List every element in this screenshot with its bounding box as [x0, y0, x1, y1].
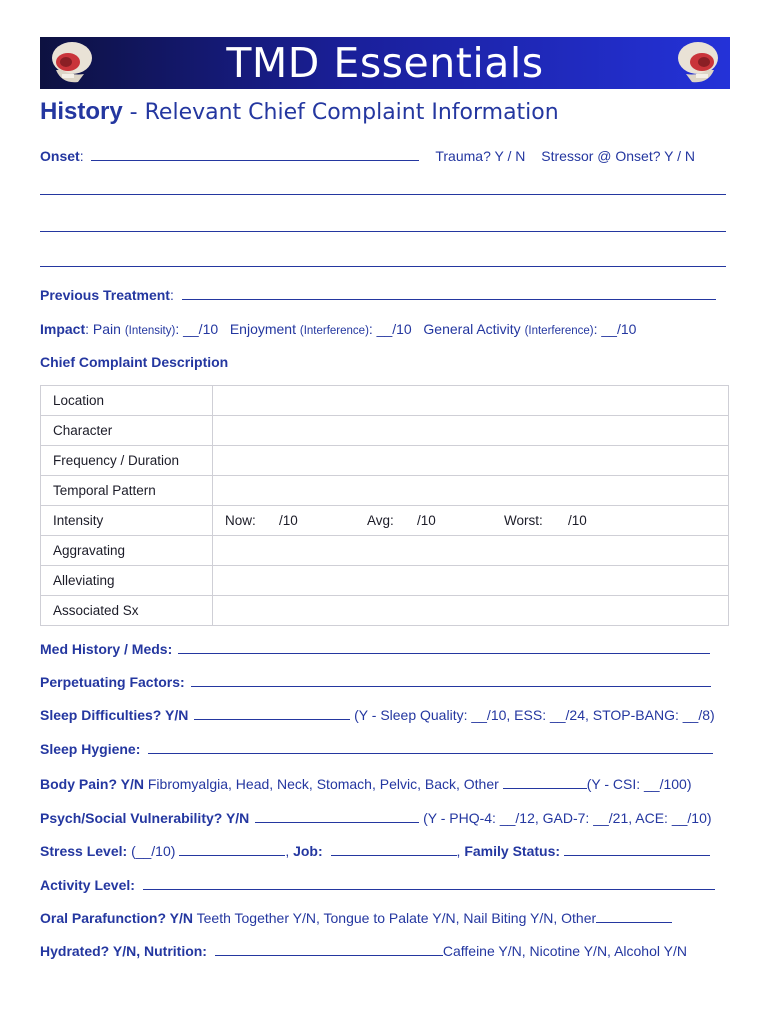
section-heading [40, 98, 559, 126]
oral-parafunction-list: Teeth Together Y/N, Tongue to Palate Y/N, Nail Biting Y/N, Other [196, 910, 597, 926]
row-value[interactable] [213, 416, 729, 446]
onset-extra-line[interactable] [40, 231, 726, 232]
psych-label[interactable]: Psych/Social Vulnerability? Y/N [40, 810, 250, 826]
perpetuating-label: Perpetuating Factors: [40, 674, 185, 690]
skull-jaw-icon [674, 40, 722, 86]
onset-extra-line[interactable] [40, 266, 726, 267]
family-status-label: Family Status: [464, 843, 561, 859]
impact-label: Impact [40, 321, 86, 337]
table-row [41, 386, 729, 416]
row-value[interactable] [213, 536, 729, 566]
general-activity-score[interactable]: : __/10 [593, 321, 637, 337]
row-value[interactable] [213, 446, 729, 476]
stress-field[interactable] [179, 843, 285, 856]
med-history-field[interactable] [178, 641, 710, 654]
oral-other-field[interactable] [596, 910, 672, 923]
pain-note: (Intensity) [124, 325, 176, 337]
previous-treatment-label: Previous Treatment [40, 287, 170, 303]
row-label: Frequency / Duration [41, 446, 213, 476]
sleep-difficulties-row [40, 707, 715, 723]
body-pain-other-field[interactable] [503, 776, 587, 789]
impact-row: Impact: Pain (Intensity): __/10 Enjoyment (Interference): __/10 General Activity (Interference): __/10 [40, 321, 637, 337]
now-value[interactable]: /10 [279, 513, 298, 528]
chief-complaint-table [40, 385, 729, 626]
sleep-difficulties-field[interactable] [194, 707, 350, 720]
sleep-difficulties-label[interactable]: Sleep Difficulties? Y/N [40, 707, 189, 723]
row-value[interactable] [213, 476, 729, 506]
onset-extra-line[interactable] [40, 194, 726, 195]
hydrated-list: Caffeine Y/N, Nicotine Y/N, Alcohol Y/N [442, 943, 687, 959]
previous-treatment-colon: : [169, 287, 174, 303]
row-label: Intensity [41, 506, 213, 536]
perpetuating-row [40, 674, 711, 690]
med-history-label: Med History / Meds: [40, 641, 173, 657]
nutrition-field[interactable] [215, 943, 443, 956]
table-row [41, 536, 729, 566]
row-label: Alleviating [41, 566, 213, 596]
general-activity-label: General Activity [423, 321, 521, 337]
body-pain-note: (Y - CSI: __/100) [586, 776, 692, 792]
row-label: Temporal Pattern [41, 476, 213, 506]
worst-value[interactable]: /10 [568, 513, 587, 528]
psych-row [40, 810, 712, 826]
job-field[interactable] [331, 843, 457, 856]
table-row [41, 566, 729, 596]
table-row [41, 506, 729, 536]
table-row [41, 416, 729, 446]
sleep-hygiene-label: Sleep Hygiene: [40, 741, 141, 757]
previous-treatment-field[interactable] [182, 287, 716, 300]
stress-scale[interactable]: (__/10) [131, 843, 176, 859]
chief-complaint-title: Chief Complaint Description [40, 354, 229, 370]
sleep-hygiene-row [40, 741, 713, 757]
table-row [41, 446, 729, 476]
body-pain-row [40, 776, 691, 792]
trauma-question[interactable]: Trauma? Y / N [435, 148, 526, 164]
body-pain-label[interactable]: Body Pain? Y/N [40, 776, 144, 792]
previous-treatment-row [40, 287, 716, 303]
now-label: Now: [225, 513, 256, 528]
row-label: Location [41, 386, 213, 416]
stressor-question[interactable]: Stressor @ Onset? Y / N [541, 148, 696, 164]
intensity-values[interactable] [213, 506, 729, 536]
oral-parafunction-label[interactable]: Oral Parafunction? Y/N [40, 910, 193, 926]
row-value[interactable] [213, 596, 729, 626]
pain-label: Pain [92, 321, 121, 337]
job-label: Job: [293, 843, 323, 859]
avg-value[interactable]: /10 [417, 513, 436, 528]
row-value[interactable] [213, 566, 729, 596]
activity-label: Activity Level: [40, 877, 135, 893]
onset-colon: : [79, 148, 84, 164]
heading-bold: History [40, 98, 123, 125]
stress-label: Stress Level: [40, 843, 128, 859]
row-value[interactable] [213, 386, 729, 416]
heading-rest: Relevant Chief Complaint Information [144, 100, 559, 125]
family-status-field[interactable] [564, 843, 710, 856]
title-banner [40, 37, 730, 89]
psych-field[interactable] [255, 810, 419, 823]
onset-field[interactable] [91, 148, 419, 161]
oral-parafunction-row [40, 910, 672, 926]
avg-label: Avg: [367, 513, 394, 528]
enjoyment-note: (Interference) [299, 325, 369, 337]
worst-label: Worst: [504, 513, 543, 528]
table-row [41, 476, 729, 506]
general-activity-note: (Interference) [524, 325, 594, 337]
activity-row [40, 877, 715, 893]
activity-field[interactable] [143, 877, 715, 890]
enjoyment-score[interactable]: : __/10 [368, 321, 412, 337]
sleep-hygiene-field[interactable] [148, 741, 713, 754]
perpetuating-field[interactable] [191, 674, 711, 687]
row-label: Associated Sx [41, 596, 213, 626]
hydrated-row [40, 943, 687, 959]
stress-row: Stress Level: (__/10) , Job: , Family Status: [40, 843, 710, 859]
banner-title: TMD Essentials [226, 39, 544, 87]
med-history-row [40, 641, 710, 657]
psych-note: (Y - PHQ-4: __/12, GAD-7: __/21, ACE: __/10) [423, 810, 712, 826]
row-label: Aggravating [41, 536, 213, 566]
onset-label: Onset [40, 148, 80, 164]
table-row [41, 596, 729, 626]
heading-dash: - [122, 100, 145, 125]
sleep-difficulties-note: (Y - Sleep Quality: __/10, ESS: __/24, STOP-BANG: __/8) [354, 707, 715, 723]
hydrated-label[interactable]: Hydrated? Y/N, Nutrition: [40, 943, 207, 959]
body-pain-list: Fibromyalgia, Head, Neck, Stomach, Pelvic, Back, Other [147, 776, 499, 792]
onset-row [40, 148, 695, 164]
enjoyment-label: Enjoyment [229, 321, 296, 337]
pain-score[interactable]: : __/10 [175, 321, 219, 337]
row-label: Character [41, 416, 213, 446]
